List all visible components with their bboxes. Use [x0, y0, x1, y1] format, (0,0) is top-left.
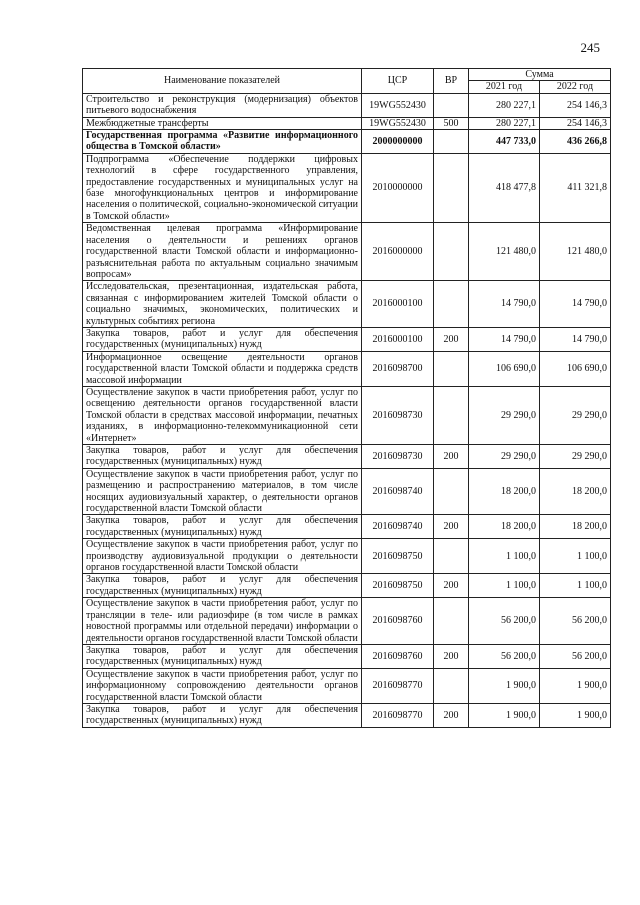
budget-table — [82, 68, 611, 728]
table-row — [83, 386, 611, 444]
row-sum-2022: 56 200,0 — [540, 644, 611, 668]
row-vr — [434, 539, 469, 574]
row-csr: 2016098700 — [362, 351, 434, 386]
table-row — [83, 703, 611, 727]
table-row — [83, 515, 611, 539]
row-csr: 2016098740 — [362, 515, 434, 539]
row-sum-2021: 447 733,0 — [469, 130, 540, 154]
row-sum-2021: 1 100,0 — [469, 539, 540, 574]
row-csr: 2016098750 — [362, 574, 434, 598]
table-row — [83, 468, 611, 515]
row-sum-2022: 1 900,0 — [540, 668, 611, 703]
row-sum-2021: 1 900,0 — [469, 668, 540, 703]
row-vr — [434, 668, 469, 703]
row-csr: 2000000000 — [362, 130, 434, 154]
table-row — [83, 598, 611, 645]
row-vr: 200 — [434, 515, 469, 539]
header-csr: ЦСР — [362, 69, 434, 94]
row-csr: 2016098770 — [362, 703, 434, 727]
table-row — [83, 153, 611, 222]
row-sum-2022: 254 146,3 — [540, 117, 611, 129]
row-sum-2022: 411 321,8 — [540, 153, 611, 222]
row-sum-2021: 18 200,0 — [469, 468, 540, 515]
table-row — [83, 574, 611, 598]
row-name: Межбюджетные трансферты — [83, 117, 362, 129]
row-sum-2022: 18 200,0 — [540, 468, 611, 515]
row-csr: 2016098750 — [362, 539, 434, 574]
table-row — [83, 445, 611, 469]
row-csr: 2016098760 — [362, 644, 434, 668]
row-name: Государственная программа «Развитие информационного общества в Томской области» — [83, 130, 362, 154]
row-sum-2021: 14 790,0 — [469, 327, 540, 351]
table-row — [83, 668, 611, 703]
row-name: Информационное освещение деятельности органов государственной власти Томской области и поддержка средств массовой информации — [83, 351, 362, 386]
row-sum-2022: 254 146,3 — [540, 93, 611, 117]
row-vr — [434, 281, 469, 328]
table-row — [83, 117, 611, 129]
row-sum-2022: 1 100,0 — [540, 539, 611, 574]
table-row — [83, 223, 611, 281]
row-csr: 2016000100 — [362, 327, 434, 351]
row-vr — [434, 598, 469, 645]
row-sum-2022: 106 690,0 — [540, 351, 611, 386]
row-name: Ведомственная целевая программа «Информирование населения о деятельности и решениях органов государственной власти Томской области и информационно-разъяснительная работа по актуальным социально значимым вопросам» — [83, 223, 362, 281]
row-sum-2022: 436 266,8 — [540, 130, 611, 154]
row-name: Закупка товаров, работ и услуг для обеспечения государственных (муниципальных) нужд — [83, 703, 362, 727]
row-vr — [434, 468, 469, 515]
row-sum-2021: 29 290,0 — [469, 386, 540, 444]
table-body — [83, 93, 611, 727]
row-sum-2021: 121 480,0 — [469, 223, 540, 281]
row-sum-2022: 29 290,0 — [540, 445, 611, 469]
row-vr: 200 — [434, 445, 469, 469]
row-vr: 200 — [434, 644, 469, 668]
row-vr — [434, 130, 469, 154]
row-csr: 2010000000 — [362, 153, 434, 222]
row-name: Закупка товаров, работ и услуг для обеспечения государственных (муниципальных) нужд — [83, 445, 362, 469]
row-csr: 2016098740 — [362, 468, 434, 515]
row-sum-2021: 14 790,0 — [469, 281, 540, 328]
row-csr: 19WG552430 — [362, 117, 434, 129]
table-row — [83, 93, 611, 117]
header-name: Наименование показателей — [83, 69, 362, 94]
row-sum-2021: 106 690,0 — [469, 351, 540, 386]
row-name: Осуществление закупок в части приобретения работ, услуг по размещению и распространению материалов, в том числе носящих аудиовизуальный характер, о деятельности органов государственной власти Томской области — [83, 468, 362, 515]
table-row — [83, 539, 611, 574]
row-name: Осуществление закупок в части приобретения работ, услуг по трансляции в теле- или радиоэфире (в том числе в рамках новостной программы или отдельной передачи) информации о деятельности органов государственной власти Томской области — [83, 598, 362, 645]
row-name: Осуществление закупок в части приобретения работ, услуг по информационному сопровождению деятельности органов государственной власти Томской области — [83, 668, 362, 703]
table-row — [83, 281, 611, 328]
row-sum-2022: 18 200,0 — [540, 515, 611, 539]
row-csr: 2016098770 — [362, 668, 434, 703]
table-header — [83, 69, 611, 94]
table-row — [83, 351, 611, 386]
row-vr — [434, 93, 469, 117]
row-csr: 2016098760 — [362, 598, 434, 645]
row-csr: 2016098730 — [362, 445, 434, 469]
row-sum-2021: 18 200,0 — [469, 515, 540, 539]
row-sum-2022: 29 290,0 — [540, 386, 611, 444]
row-vr — [434, 386, 469, 444]
row-sum-2022: 121 480,0 — [540, 223, 611, 281]
row-name: Закупка товаров, работ и услуг для обеспечения государственных (муниципальных) нужд — [83, 644, 362, 668]
header-vr: ВР — [434, 69, 469, 94]
row-csr: 19WG552430 — [362, 93, 434, 117]
row-sum-2021: 1 900,0 — [469, 703, 540, 727]
row-vr: 200 — [434, 327, 469, 351]
header-year-2021: 2021 год — [469, 81, 540, 93]
row-sum-2022: 1 100,0 — [540, 574, 611, 598]
row-sum-2021: 280 227,1 — [469, 93, 540, 117]
page-number: 245 — [580, 40, 600, 55]
row-name: Осуществление закупок в части приобретения работ, услуг по освещению деятельности органов государственной власти Томской области в средствах массовой информации, печатных изданиях, в информационно-телекоммуникационной сети «Интернет» — [83, 386, 362, 444]
row-name: Осуществление закупок в части приобретения работ, услуг по производству аудиовизуальной продукции о деятельности органов государственной власти Томской области — [83, 539, 362, 574]
table-row — [83, 644, 611, 668]
table-row — [83, 327, 611, 351]
row-sum-2021: 56 200,0 — [469, 598, 540, 645]
row-csr: 2016098730 — [362, 386, 434, 444]
row-vr — [434, 153, 469, 222]
header-year-2022: 2022 год — [540, 81, 611, 93]
row-csr: 2016000100 — [362, 281, 434, 328]
row-sum-2021: 29 290,0 — [469, 445, 540, 469]
row-sum-2021: 280 227,1 — [469, 117, 540, 129]
row-name: Закупка товаров, работ и услуг для обеспечения государственных (муниципальных) нужд — [83, 327, 362, 351]
row-sum-2022: 14 790,0 — [540, 327, 611, 351]
row-name: Подпрограмма «Обеспечение поддержки цифровых технологий в сфере государственного управления, предоставление государственных и муниципальных услуг на базе многофункциональных центров и информирование населения о политической, социально-экономической ситуации в Томской области» — [83, 153, 362, 222]
row-vr: 200 — [434, 703, 469, 727]
row-name: Закупка товаров, работ и услуг для обеспечения государственных (муниципальных) нужд — [83, 515, 362, 539]
row-name: Закупка товаров, работ и услуг для обеспечения государственных (муниципальных) нужд — [83, 574, 362, 598]
row-sum-2021: 1 100,0 — [469, 574, 540, 598]
row-sum-2022: 1 900,0 — [540, 703, 611, 727]
table-row — [83, 130, 611, 154]
row-vr: 200 — [434, 574, 469, 598]
row-sum-2022: 14 790,0 — [540, 281, 611, 328]
row-vr: 500 — [434, 117, 469, 129]
row-sum-2021: 56 200,0 — [469, 644, 540, 668]
row-sum-2022: 56 200,0 — [540, 598, 611, 645]
row-sum-2021: 418 477,8 — [469, 153, 540, 222]
row-vr — [434, 351, 469, 386]
header-sum: Сумма — [469, 69, 611, 81]
row-vr — [434, 223, 469, 281]
row-csr: 2016000000 — [362, 223, 434, 281]
row-name: Строительство и реконструкция (модернизация) объектов питьевого водоснабжения — [83, 93, 362, 117]
row-name: Исследовательская, презентационная, издательская работа, связанная с информированием жителей Томской области о социально значимых, экономических, политических и культурных событиях региона — [83, 281, 362, 328]
